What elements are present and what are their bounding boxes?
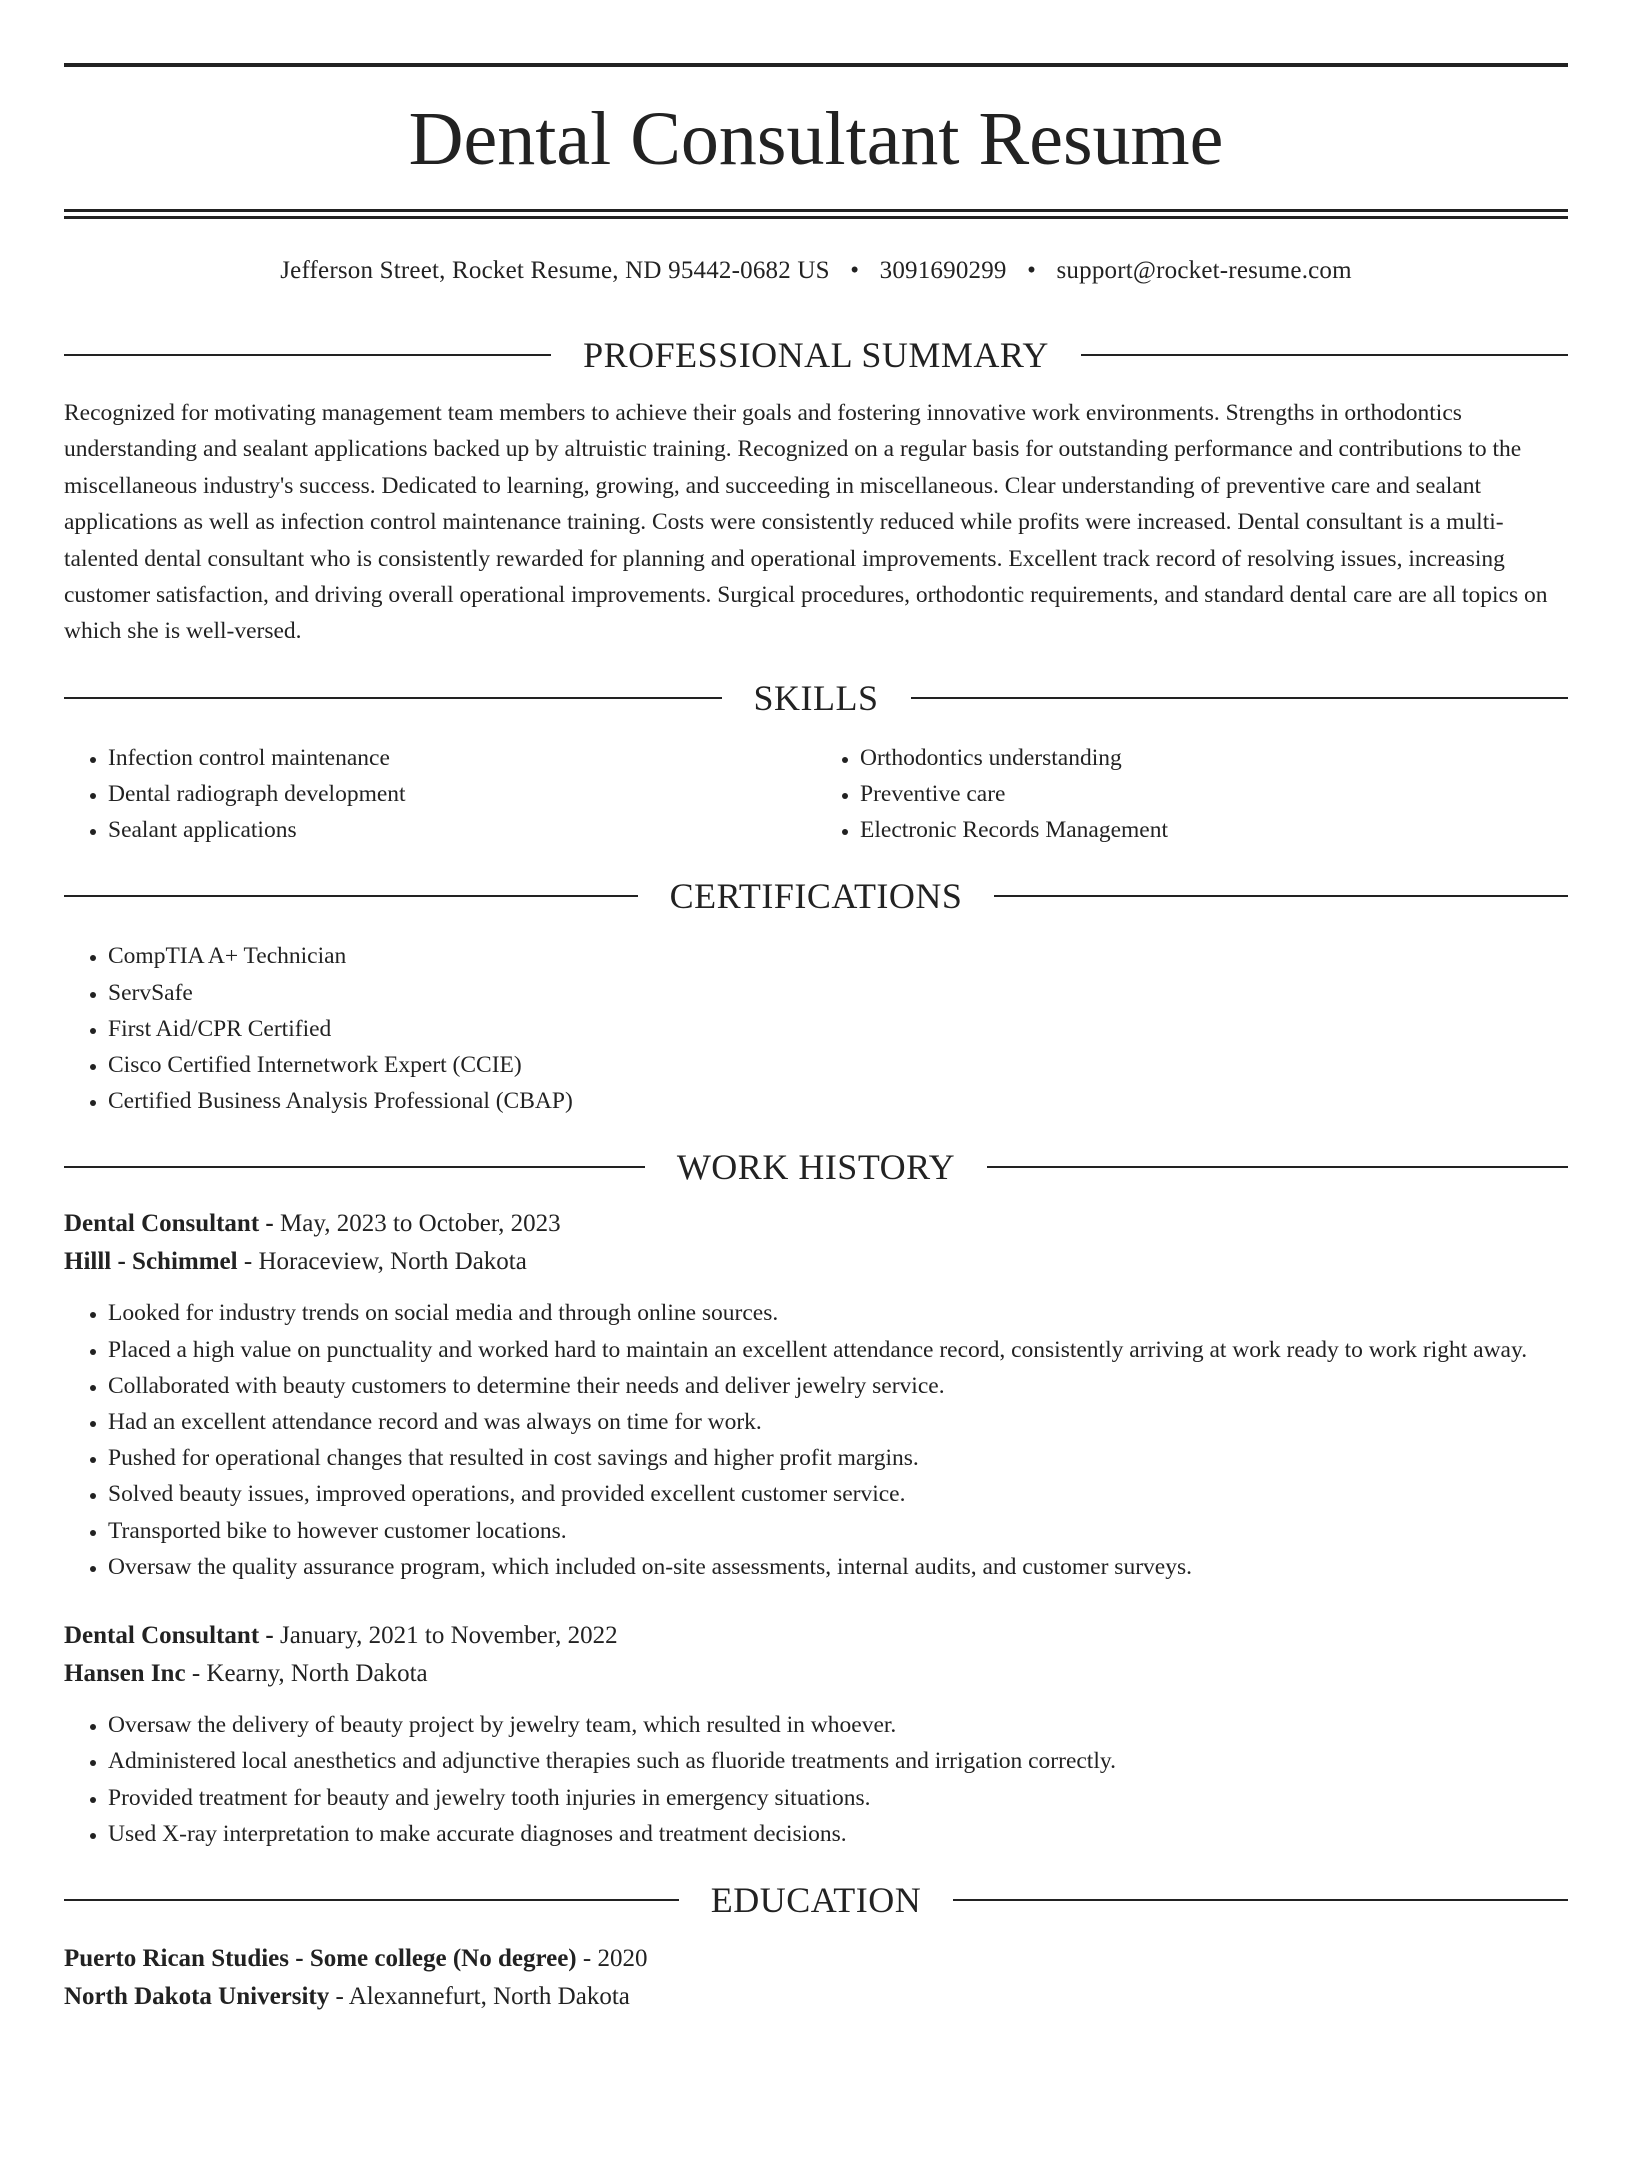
summary-paragraph: Recognized for motivating management team members to achieve their goals and fostering innovative work environments. Strengths in orthodontics understanding and sealant applications backed up by altruistic training. Recognized on a regular basis for outstanding performance and contributions to the miscellaneous industry's success. Dedicated to learning, growing, and succeeding in miscellaneous. Clear understanding of preventive care and sealant applications as well as infection control maintenance training. Costs were consistently reduced while profits were increased. Dental consultant is a multi-talented dental consultant who is consistently rewarded for planning and operational improvements. Excellent track record of resolving issues, increasing customer satisfaction, and driving overall operational improvements. Surgical procedures, orthodontic requirements, and standard dental care are all topics on which she is well-versed. bbox=[64, 400, 1548, 645]
job-bullet: • Transported bike to however customer locations. bbox=[108, 1513, 1568, 1549]
skill-item: • Electronic Records Management bbox=[860, 812, 1568, 848]
job-dates: May, 2023 to October, 2023 bbox=[280, 1210, 561, 1238]
section-header-summary bbox=[64, 337, 1568, 373]
job-title-line bbox=[64, 1205, 1568, 1243]
skill-item: • Orthodontics understanding bbox=[860, 740, 1568, 776]
certification-item: • ServSafe bbox=[108, 975, 1568, 1011]
section-rule bbox=[994, 895, 1568, 897]
contact-phone: 3091690299 bbox=[879, 257, 1007, 284]
title-double-rule bbox=[64, 209, 1568, 219]
section-rule bbox=[987, 1166, 1568, 1168]
section-rule bbox=[64, 895, 638, 897]
section-header-skills bbox=[64, 677, 1568, 718]
education-school-line bbox=[64, 1978, 1568, 2016]
job-location: Horaceview, North Dakota bbox=[258, 1248, 527, 1276]
section-rule bbox=[1081, 354, 1568, 356]
job-location: Kearny, North Dakota bbox=[206, 1660, 428, 1688]
job-bullets bbox=[64, 1707, 1568, 1852]
certification-item: • First Aid/CPR Certified bbox=[108, 1011, 1568, 1047]
contact-line bbox=[64, 257, 1568, 287]
job-company: Hansen Inc bbox=[64, 1660, 186, 1688]
education-degree-line bbox=[64, 1940, 1568, 1978]
skill-item: • Infection control maintenance bbox=[108, 740, 816, 776]
job-bullet: • Collaborated with beauty customers to determine their needs and deliver jewelry service. bbox=[108, 1368, 1568, 1404]
job-entry bbox=[64, 1205, 1568, 1585]
job-dash: - bbox=[265, 1622, 274, 1650]
contact-address: Jefferson Street, Rocket Resume, ND 95442-0682 US bbox=[280, 257, 830, 284]
skills-list bbox=[64, 740, 1568, 849]
job-position: Dental Consultant bbox=[64, 1622, 260, 1650]
job-bullets bbox=[64, 1295, 1568, 1585]
contact-separator: • bbox=[850, 257, 860, 284]
certification-item: • CompTIA A+ Technician bbox=[108, 938, 1568, 974]
education-dash: - bbox=[335, 1982, 344, 2010]
job-bullet: • Administered local anesthetics and adjunctive therapies such as fluoride treatments and irrigation correctly. bbox=[108, 1743, 1568, 1779]
section-rule bbox=[953, 1899, 1568, 1901]
job-bullet: • Oversaw the quality assurance program, which included on-site assessments, internal audits, and customer surveys. bbox=[108, 1549, 1568, 1585]
resume-page bbox=[0, 63, 1632, 2175]
education-entry bbox=[64, 1940, 1568, 2016]
job-entry bbox=[64, 1617, 1568, 1852]
section-rule bbox=[911, 697, 1569, 699]
job-bullet: • Provided treatment for beauty and jewelry tooth injuries in emergency situations. bbox=[108, 1780, 1568, 1816]
job-dates: January, 2021 to November, 2022 bbox=[280, 1622, 618, 1650]
skills-column-right bbox=[816, 740, 1568, 849]
section-rule bbox=[64, 1899, 679, 1901]
job-dash: - bbox=[191, 1660, 201, 1688]
skills-column-left bbox=[64, 740, 816, 849]
contact-separator: • bbox=[1027, 257, 1037, 284]
education-dash: - bbox=[582, 1944, 592, 1972]
section-title-education: EDUCATION bbox=[710, 1879, 922, 1920]
section-title-skills: SKILLS bbox=[753, 677, 879, 718]
job-bullet: • Solved beauty issues, improved operations, and provided excellent customer service. bbox=[108, 1476, 1568, 1512]
job-bullet: • Pushed for operational changes that resulted in cost savings and higher profit margins. bbox=[108, 1440, 1568, 1476]
skill-item: • Preventive care bbox=[860, 776, 1568, 812]
job-company-line bbox=[64, 1243, 1568, 1281]
section-header-work bbox=[64, 1147, 1568, 1188]
section-header-education bbox=[64, 1879, 1568, 1920]
job-company: Hilll - Schimmel bbox=[64, 1248, 238, 1276]
section-rule bbox=[64, 354, 551, 356]
section-rule bbox=[64, 697, 722, 699]
contact-email: support@rocket-resume.com bbox=[1056, 257, 1352, 284]
job-dash: - bbox=[265, 1210, 274, 1238]
section-title-certifications: CERTIFICATIONS bbox=[669, 876, 963, 917]
job-company-line bbox=[64, 1655, 1568, 1693]
education-degree: Puerto Rican Studies - Some college (No degree) bbox=[64, 1944, 577, 1972]
job-dash: - bbox=[243, 1248, 253, 1276]
certifications-list bbox=[64, 938, 1568, 1119]
job-bullet: • Placed a high value on punctuality and worked hard to maintain an excellent attendance record, consistently arriving at work ready to work right away. bbox=[108, 1332, 1568, 1368]
education-school: North Dakota University bbox=[64, 1982, 330, 2010]
job-title-line bbox=[64, 1617, 1568, 1655]
section-title-work: WORK HISTORY bbox=[676, 1147, 956, 1188]
resume-title: Dental Consultant Resume bbox=[408, 97, 1224, 181]
job-bullet: • Had an excellent attendance record and was always on time for work. bbox=[108, 1404, 1568, 1440]
education-year: 2020 bbox=[597, 1944, 648, 1972]
skill-item: • Dental radiograph development bbox=[108, 776, 816, 812]
job-bullet: • Looked for industry trends on social media and through online sources. bbox=[108, 1295, 1568, 1331]
section-rule bbox=[64, 1166, 645, 1168]
section-header-certifications bbox=[64, 876, 1568, 917]
job-bullet: • Oversaw the delivery of beauty project by jewelry team, which resulted in whoever. bbox=[108, 1707, 1568, 1743]
education-location: Alexannefurt, North Dakota bbox=[348, 1982, 630, 2010]
skill-item: • Sealant applications bbox=[108, 812, 816, 848]
certification-item: • Certified Business Analysis Professional (CBAP) bbox=[108, 1083, 1568, 1119]
job-bullet: • Used X-ray interpretation to make accurate diagnoses and treatment decisions. bbox=[108, 1816, 1568, 1852]
job-position: Dental Consultant bbox=[64, 1210, 260, 1238]
section-title-summary: PROFESSIONAL SUMMARY bbox=[583, 335, 1049, 375]
certification-item: • Cisco Certified Internetwork Expert (CCIE) bbox=[108, 1047, 1568, 1083]
